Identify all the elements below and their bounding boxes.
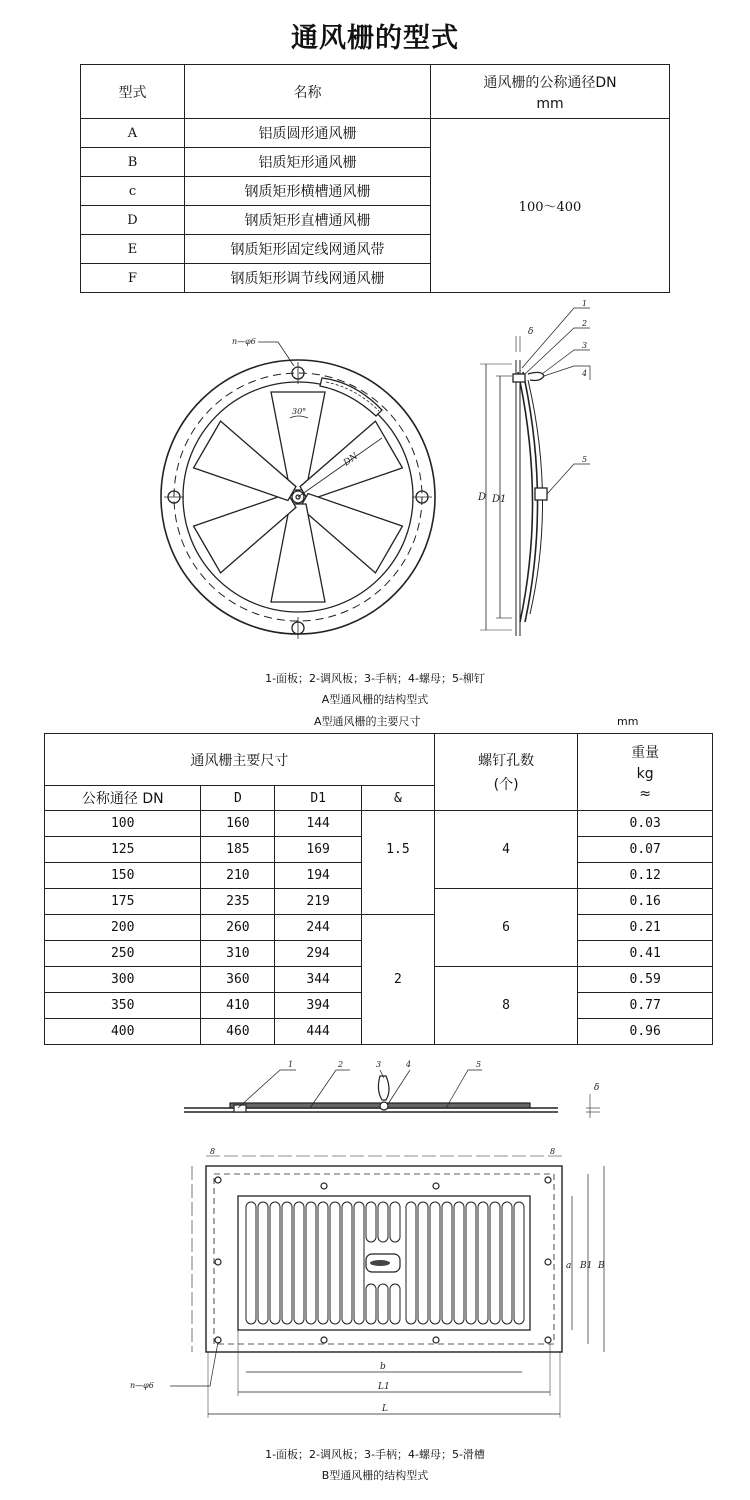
d1-label: D1 [492, 494, 507, 505]
b-part-3-label: 3 [376, 1060, 382, 1069]
d-cell: 235 [201, 889, 275, 915]
screw-header-label: 螺钉孔数 [478, 753, 535, 769]
d1-cell: 444 [275, 1019, 362, 1045]
weight-cell: 0.12 [578, 863, 713, 889]
figure-a-caption: A型通风栅的结构型式 [321, 693, 429, 706]
screw-header [434, 734, 578, 811]
size-table-unit: mm [617, 715, 639, 728]
type-cell: A [81, 119, 185, 148]
header-type: 型式 [81, 65, 185, 119]
weight-cell: 0.21 [578, 915, 713, 941]
dn-cell: 350 [45, 993, 201, 1019]
weight-header-approx: ≈ [639, 786, 652, 802]
d1-cell: 294 [275, 941, 362, 967]
d1-cell: 219 [275, 889, 362, 915]
screw-header-unit: (个) [493, 777, 519, 793]
weight-cell: 0.03 [578, 811, 713, 837]
d-cell: 410 [201, 993, 275, 1019]
header-dn-unit: mm [536, 95, 564, 112]
page-title: 通风栅的型式 [291, 23, 459, 54]
weight-header-label: 重量 [631, 745, 660, 761]
weight-cell: 0.16 [578, 889, 713, 915]
weight-header [578, 734, 713, 811]
dn-cell: 100 [45, 811, 201, 837]
b-b-label: B [598, 1261, 605, 1271]
b-a-label: a [566, 1261, 572, 1271]
size-table [44, 733, 713, 1045]
type-cell: E [81, 235, 185, 264]
hole-label: n—φ6 [232, 337, 256, 346]
delta-cell: 1.5 [362, 811, 435, 915]
name-cell: 铝质矩形通风栅 [185, 148, 431, 177]
d1-cell: 244 [275, 915, 362, 941]
b-b-dim-label: b [380, 1362, 386, 1372]
screw-cell: 8 [434, 967, 578, 1045]
b-delta-label: δ [594, 1083, 600, 1093]
col-d1-header: D1 [275, 786, 362, 811]
figure-a-drawing [150, 300, 610, 660]
angle-label: 30° [292, 407, 307, 416]
d-cell: 185 [201, 837, 275, 863]
weight-cell: 0.07 [578, 837, 713, 863]
type-cell: B [81, 148, 185, 177]
b-l-dim-label: L [382, 1404, 388, 1414]
weight-cell: 0.77 [578, 993, 713, 1019]
delta-label: δ [528, 327, 534, 337]
figure-b-drawing [110, 1056, 620, 1436]
dn-label: DN [341, 451, 361, 469]
d-cell: 160 [201, 811, 275, 837]
d1-cell: 194 [275, 863, 362, 889]
figure-b-caption: B型通风栅的结构型式 [321, 1469, 429, 1482]
d-cell: 260 [201, 915, 275, 941]
size-table-caption: A型通风栅的主要尺寸 [314, 715, 421, 728]
b-part-2-label: 2 [338, 1060, 344, 1069]
types-table [80, 64, 670, 293]
name-cell: 钢质矩形横槽通风栅 [185, 177, 431, 206]
name-cell: 钢质矩形调节线网通风栅 [185, 264, 431, 293]
header-dn-label: 通风栅的公称通径DN [483, 74, 617, 91]
dn-cell: 300 [45, 967, 201, 993]
col-dn-header: 公称通径 DN [45, 786, 201, 811]
b-eight-label-right: 8 [550, 1147, 556, 1156]
b-part-1-label: 1 [288, 1060, 294, 1069]
d-cell: 360 [201, 967, 275, 993]
header-name: 名称 [185, 65, 431, 119]
col-d-header: D [201, 786, 275, 811]
d1-cell: 394 [275, 993, 362, 1019]
part-5-label: 5 [582, 455, 588, 464]
dn-cell: 200 [45, 915, 201, 941]
d1-cell: 144 [275, 811, 362, 837]
name-cell: 钢质矩形固定线网通风带 [185, 235, 431, 264]
dn-cell: 175 [45, 889, 201, 915]
dn-cell: 400 [45, 1019, 201, 1045]
b-l1-dim-label: L1 [378, 1382, 390, 1392]
dn-cell: 125 [45, 837, 201, 863]
b-hole-label: n—φ6 [130, 1381, 154, 1390]
b-part-4-label: 4 [406, 1060, 412, 1069]
b-b1-label: B1 [580, 1261, 593, 1271]
d-cell: 210 [201, 863, 275, 889]
delta-cell: 2 [362, 915, 435, 1045]
d1-cell: 344 [275, 967, 362, 993]
d1-cell: 169 [275, 837, 362, 863]
weight-cell: 0.96 [578, 1019, 713, 1045]
group-header: 通风栅主要尺寸 [45, 734, 435, 786]
b-part-5-label: 5 [476, 1060, 482, 1069]
screw-cell: 6 [434, 889, 578, 967]
type-cell: F [81, 264, 185, 293]
weight-header-unit: kg [636, 766, 654, 782]
figure-b-legend: 1-面板；2-调风板；3-手柄；4-螺母；5-滑槽 [265, 1448, 485, 1461]
part-3-label: 3 [582, 341, 588, 350]
weight-cell: 0.41 [578, 941, 713, 967]
d-label: D [478, 492, 487, 503]
screw-cell: 4 [434, 811, 578, 889]
d-cell: 310 [201, 941, 275, 967]
dn-cell: 150 [45, 863, 201, 889]
dn-cell: 250 [45, 941, 201, 967]
header-dn [431, 65, 670, 119]
part-1-label: 1 [582, 300, 588, 308]
col-delta-header: & [362, 786, 435, 811]
name-cell: 铝质圆形通风栅 [185, 119, 431, 148]
type-cell: c [81, 177, 185, 206]
type-cell: D [81, 206, 185, 235]
part-2-label: 2 [582, 319, 588, 328]
weight-cell: 0.59 [578, 967, 713, 993]
figure-a-legend: 1-面板；2-调风板；3-手柄；4-螺母；5-柳钉 [265, 672, 485, 685]
dn-range-cell: 100～400 [431, 119, 670, 293]
name-cell: 钢质矩形直槽通风栅 [185, 206, 431, 235]
d-cell: 460 [201, 1019, 275, 1045]
part-4-label: 4 [582, 369, 588, 378]
b-eight-label-left: 8 [210, 1147, 216, 1156]
